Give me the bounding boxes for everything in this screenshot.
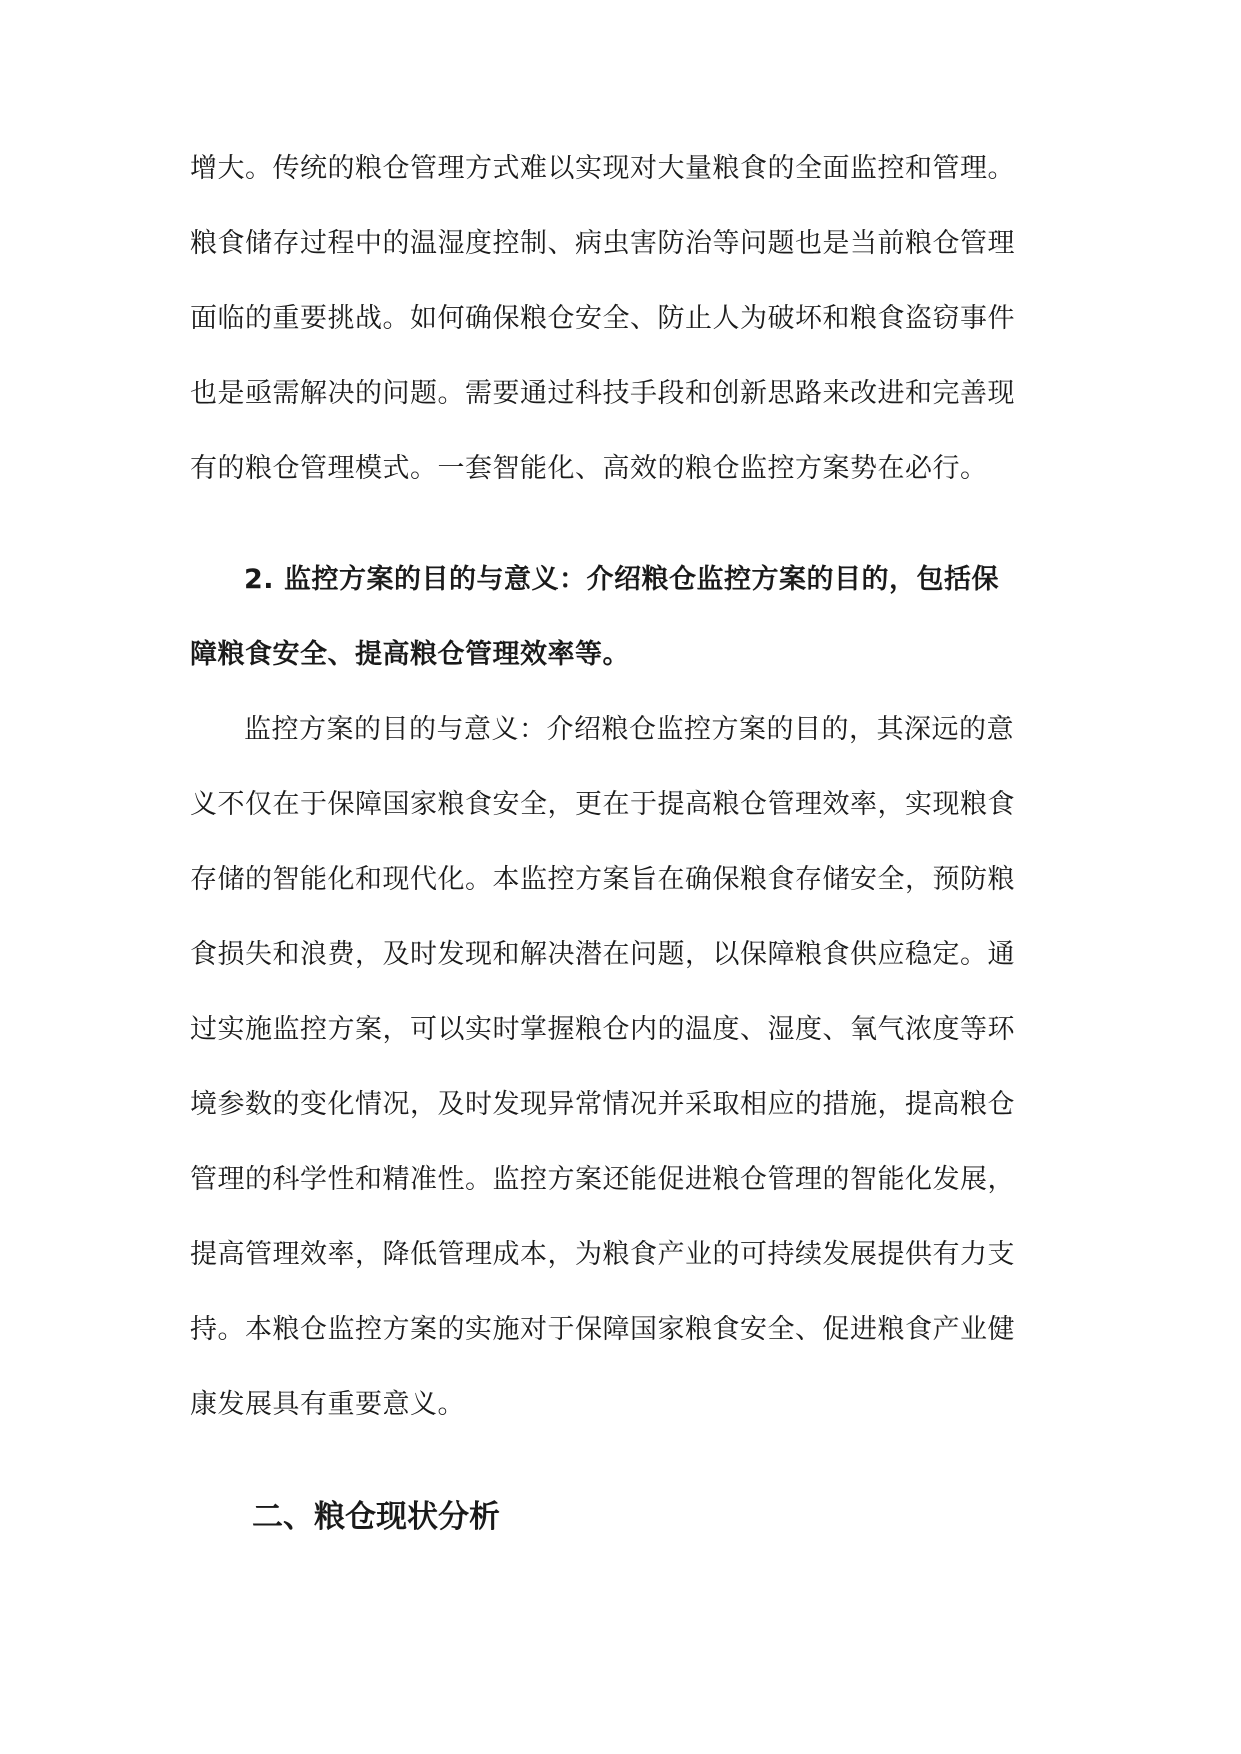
- text-line: 提高管理效率，降低管理成本，为粮食产业的可持续发展提供有力支: [190, 1239, 1015, 1270]
- section-heading: 二、粮仓现状分析: [252, 1499, 500, 1535]
- text-line: 管理的科学性和精准性。监控方案还能促进粮仓管理的智能化发展，: [190, 1164, 1015, 1195]
- text-line: 境参数的变化情况，及时发现异常情况并采取相应的措施，提高粮仓: [190, 1089, 1015, 1120]
- subsection-heading: 2. 监控方案的目的与意义：介绍粮仓监控方案的目的，包括保: [244, 564, 999, 595]
- text-line: 持。本粮仓监控方案的实施对于保障国家粮食安全、促进粮食产业健: [190, 1314, 1015, 1345]
- subsection-heading: 障粮食安全、提高粮仓管理效率等。: [190, 639, 630, 670]
- text-line: 存储的智能化和现代化。本监控方案旨在确保粮食存储安全，预防粮: [190, 864, 1015, 895]
- text-line: 过实施监控方案，可以实时掌握粮仓内的温度、湿度、氧气浓度等环: [190, 1014, 1015, 1045]
- text-line: 增大。传统的粮仓管理方式难以实现对大量粮食的全面监控和管理。: [190, 153, 1015, 184]
- text-line: 食损失和浪费，及时发现和解决潜在问题，以保障粮食供应稳定。通: [190, 939, 1015, 970]
- text-line: 也是亟需解决的问题。需要通过科技手段和创新思路来改进和完善现: [190, 378, 1015, 409]
- text-line: 义不仅在于保障国家粮食安全，更在于提高粮仓管理效率，实现粮食: [190, 789, 1015, 820]
- text-line: 有的粮仓管理模式。一套智能化、高效的粮仓监控方案势在必行。: [190, 453, 988, 484]
- text-line: 监控方案的目的与意义：介绍粮仓监控方案的目的，其深远的意: [244, 714, 1014, 745]
- text-line: 粮食储存过程中的温湿度控制、病虫害防治等问题也是当前粮仓管理: [190, 228, 1015, 259]
- text-line: 康发展具有重要意义。: [190, 1389, 465, 1420]
- text-line: 面临的重要挑战。如何确保粮仓安全、防止人为破坏和粮食盗窃事件: [190, 303, 1015, 334]
